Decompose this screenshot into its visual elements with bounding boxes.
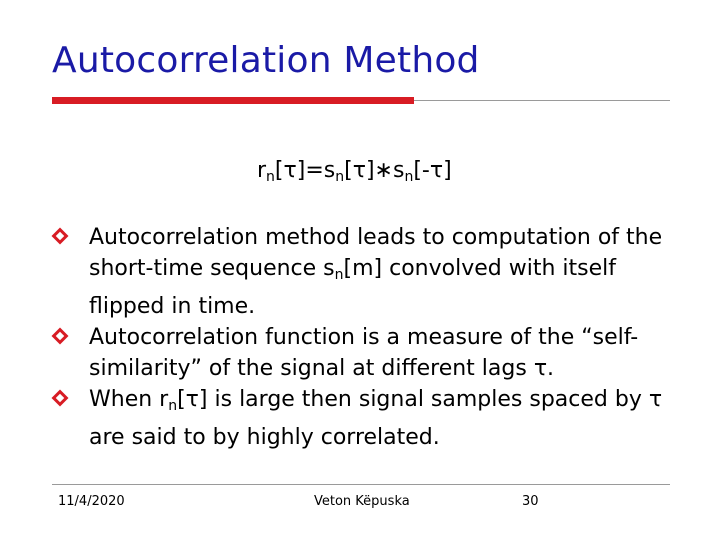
footer-page-number: 30 — [522, 494, 539, 509]
formula-r-subscript: n — [266, 169, 275, 185]
bullet-subscript: n — [334, 267, 344, 283]
title-accent-bar — [52, 97, 414, 104]
title-divider-line — [414, 100, 670, 101]
footer-divider-line — [52, 484, 670, 485]
bullet-text-post: [τ] is large then signal samples spaced by τ are said to by highly correlated. — [89, 387, 663, 450]
formula-s2: s — [392, 158, 405, 183]
diamond-bullet-icon — [52, 228, 69, 245]
diamond-bullet-icon — [52, 390, 69, 407]
formula-lhs-arg: [τ]= — [274, 158, 324, 183]
bullet-text: Autocorrelation function is a measure of the “self-similarity” of the signal at different lags τ. — [89, 325, 639, 381]
footer-author: Veton Këpuska — [314, 494, 410, 509]
diamond-bullet-icon — [52, 328, 69, 345]
bullet-list — [54, 222, 694, 453]
footer-date: 11/4/2020 — [58, 494, 125, 509]
autocorrelation-formula — [257, 158, 452, 185]
bullet-item — [54, 384, 694, 453]
formula-r: r — [257, 158, 267, 183]
formula-s2-subscript: n — [404, 169, 414, 185]
formula-s2-arg: [-τ] — [413, 158, 452, 183]
bullet-text-pre: When r — [89, 387, 169, 412]
bullet-subscript: n — [168, 398, 178, 414]
bullet-text-pre: Autocorrelation method leads to computation of the short-time sequence s — [89, 225, 663, 281]
bullet-text-post: [m] convolved with itself flipped in time. — [89, 256, 616, 319]
formula-s1: s — [323, 158, 336, 183]
bullet-item — [54, 322, 694, 384]
formula-s1-subscript: n — [335, 169, 345, 185]
slide-title: Autocorrelation Method — [52, 40, 480, 81]
formula-s1-arg: [τ]∗ — [344, 158, 393, 183]
bullet-item — [54, 222, 694, 322]
